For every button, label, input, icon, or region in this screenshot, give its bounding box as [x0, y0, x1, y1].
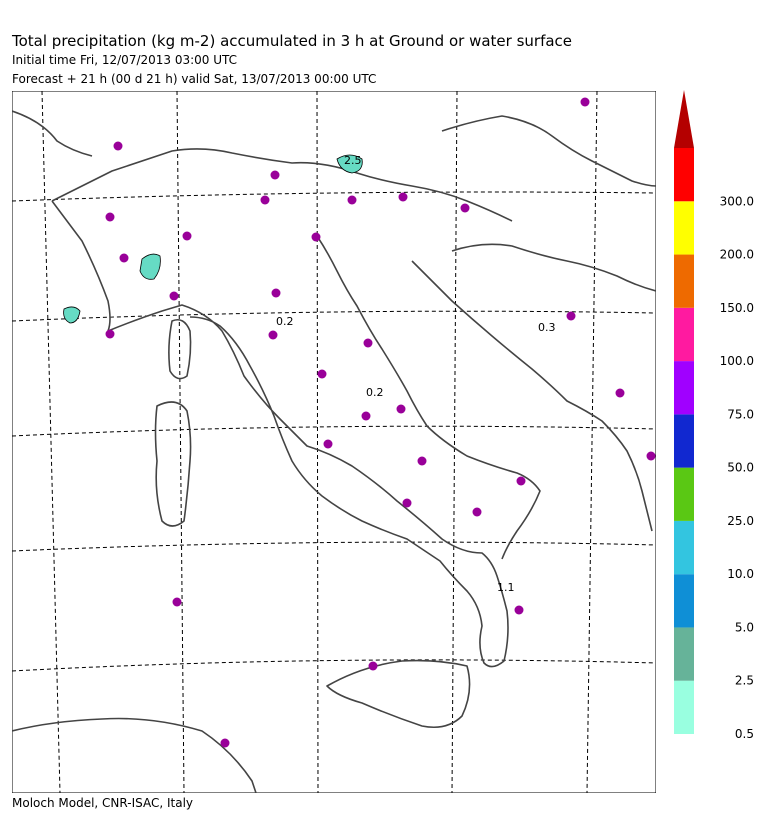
station-dot	[348, 196, 357, 205]
station-dot	[106, 330, 115, 339]
forecast-validity: Forecast + 21 h (00 d 21 h) valid Sat, 13/07/2013 00:00 UTC	[12, 72, 377, 86]
station-dot	[403, 499, 412, 508]
station-dot	[318, 370, 327, 379]
station-dot	[517, 477, 526, 486]
station-dot	[461, 204, 470, 213]
value-label: 0.3	[538, 321, 556, 334]
legend-label: 2.5	[734, 673, 754, 688]
station-dot	[106, 213, 115, 222]
station-dot	[581, 98, 590, 107]
legend-swatch	[674, 574, 694, 627]
model-credit: Moloch Model, CNR-ISAC, Italy	[12, 796, 194, 810]
legend-swatch	[674, 308, 694, 361]
initial-time: Initial time Fri, 12/07/2013 03:00 UTC	[12, 53, 238, 67]
legend-label: 100.0	[719, 354, 754, 369]
station-dot	[272, 289, 281, 298]
station-dot	[418, 457, 427, 466]
legend-swatch	[674, 201, 694, 254]
legend-swatch	[674, 148, 694, 201]
value-label: 0.2	[276, 315, 294, 328]
station-dot	[364, 339, 373, 348]
precipitation-map	[12, 91, 656, 793]
station-dot	[647, 452, 656, 461]
station-dot	[271, 171, 280, 180]
legend-label: 10.0	[727, 567, 754, 582]
legend-label: 5.0	[734, 620, 754, 635]
legend-swatch	[674, 521, 694, 574]
value-label: 1.1	[497, 581, 515, 594]
legend-label: 150.0	[719, 300, 754, 315]
legend-arrow	[674, 90, 694, 148]
legend-swatch	[674, 361, 694, 414]
station-dot	[183, 232, 192, 241]
station-dot	[120, 254, 129, 263]
station-dot	[324, 440, 333, 449]
station-dot	[567, 312, 576, 321]
legend-label: 300.0	[719, 194, 754, 209]
station-dot	[114, 142, 123, 151]
legend-label: 200.0	[719, 247, 754, 262]
station-dot	[616, 389, 625, 398]
station-dot	[221, 739, 230, 748]
station-dot	[399, 193, 408, 202]
station-dot	[269, 331, 278, 340]
legend-swatch	[674, 468, 694, 521]
station-dot	[362, 412, 371, 421]
station-dot	[312, 233, 321, 242]
legend-label: 25.0	[727, 513, 754, 528]
station-dot	[173, 598, 182, 607]
station-dot	[397, 405, 406, 414]
color-legend	[670, 88, 760, 748]
station-dot	[515, 606, 524, 615]
station-dot	[473, 508, 482, 517]
station-dot	[261, 196, 270, 205]
legend-swatch	[674, 627, 694, 680]
legend-label: 50.0	[727, 460, 754, 475]
station-dot	[369, 662, 378, 671]
station-dot	[170, 292, 179, 301]
legend-label: 0.5	[734, 727, 754, 741]
legend-swatch	[674, 255, 694, 308]
legend-label: 75.0	[727, 407, 754, 422]
value-label: 0.2	[366, 386, 384, 399]
value-label: 2.5	[344, 154, 362, 167]
map-title: Total precipitation (kg m-2) accumulated in 3 h at Ground or water surface	[12, 32, 573, 50]
legend-swatch	[674, 681, 694, 734]
legend-swatch	[674, 414, 694, 467]
